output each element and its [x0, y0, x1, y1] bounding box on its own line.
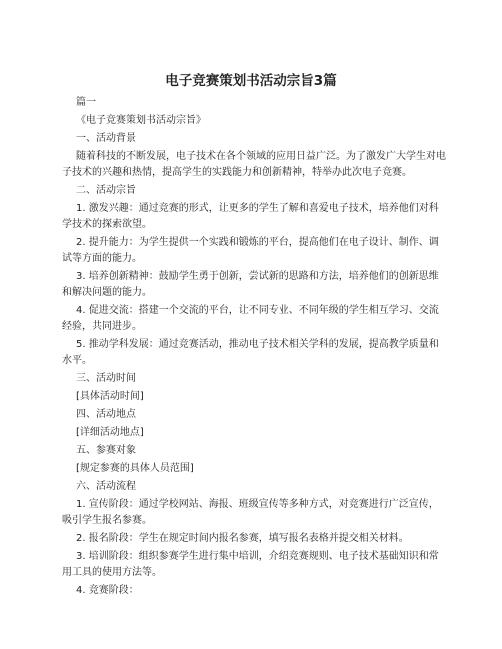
paragraph-line: 2. 提升能力：为学生提供一个实践和锻炼的平台，提高他们在电子设计、制作、调	[76, 237, 439, 248]
heading-participants: 五、参赛对象	[76, 445, 136, 456]
document-title: 电子竞赛策划书活动宗旨3篇	[165, 73, 337, 89]
placeholder-location: [详细活动地点]	[76, 427, 144, 438]
paragraph-line: 和解决问题的能力。	[62, 287, 152, 298]
placeholder-participants: [规定参赛的具体人员范围]	[76, 463, 194, 474]
heading-purpose: 二、活动宗旨	[76, 185, 136, 196]
heading-time: 三、活动时间	[76, 373, 136, 384]
subtitle: 《电子竞赛策划书活动宗旨》	[76, 115, 206, 126]
paragraph-line: 1. 宣传阶段：通过学校网站、海报、班级宣传等多种方式，对竞赛进行广泛宣传，	[76, 499, 439, 510]
paragraph-line: 用工具的使用方法等。	[62, 567, 162, 578]
paragraph-line: 子技术的兴趣和热情，提高学生的实践能力和创新精神，特举办此次电子竞赛。	[62, 167, 412, 178]
paragraph-line: 3. 培养创新精神：鼓励学生勇于创新，尝试新的思路和方法，培养他们的创新思维	[76, 271, 439, 282]
paragraph-line: 经验，共同进步。	[62, 321, 142, 332]
paragraph-line: 学技术的探索欲望。	[62, 219, 152, 230]
placeholder-time: [具体活动时间]	[76, 391, 144, 402]
paragraph-line: 1. 激发兴趣：通过竞赛的形式，让更多的学生了解和喜爱电子技术，培养他们对科	[76, 203, 439, 214]
heading-location: 四、活动地点	[76, 409, 136, 420]
section-label-part-one: 篇一	[76, 97, 96, 108]
paragraph-line: 2. 报名阶段：学生在规定时间内报名参赛，填写报名表格并提交相关材料。	[76, 533, 409, 544]
paragraph-line: 5. 推动学科发展：通过竞赛活动，推动电子技术相关学科的发展，提高教学质量和	[76, 339, 439, 350]
paragraph-line: 试等方面的能力。	[62, 253, 142, 264]
paragraph-line: 4. 促进交流：搭建一个交流的平台，让不同专业、不同年级的学生相互学习、交流	[76, 305, 439, 316]
paragraph-line: 随着科技的不断发展，电子技术在各个领域的应用日益广泛。为了激发广大学生对电	[76, 151, 446, 162]
paragraph-line: 3. 培训阶段：组织参赛学生进行集中培训，介绍竞赛规则、电子技术基础知识和常	[76, 551, 439, 562]
heading-background: 一、活动背景	[76, 133, 136, 144]
heading-process: 六、活动流程	[76, 481, 136, 492]
paragraph-line: 4. 竞赛阶段：	[76, 585, 139, 596]
paragraph-line: 水平。	[62, 355, 92, 366]
paragraph-line: 吸引学生报名参赛。	[62, 515, 152, 526]
